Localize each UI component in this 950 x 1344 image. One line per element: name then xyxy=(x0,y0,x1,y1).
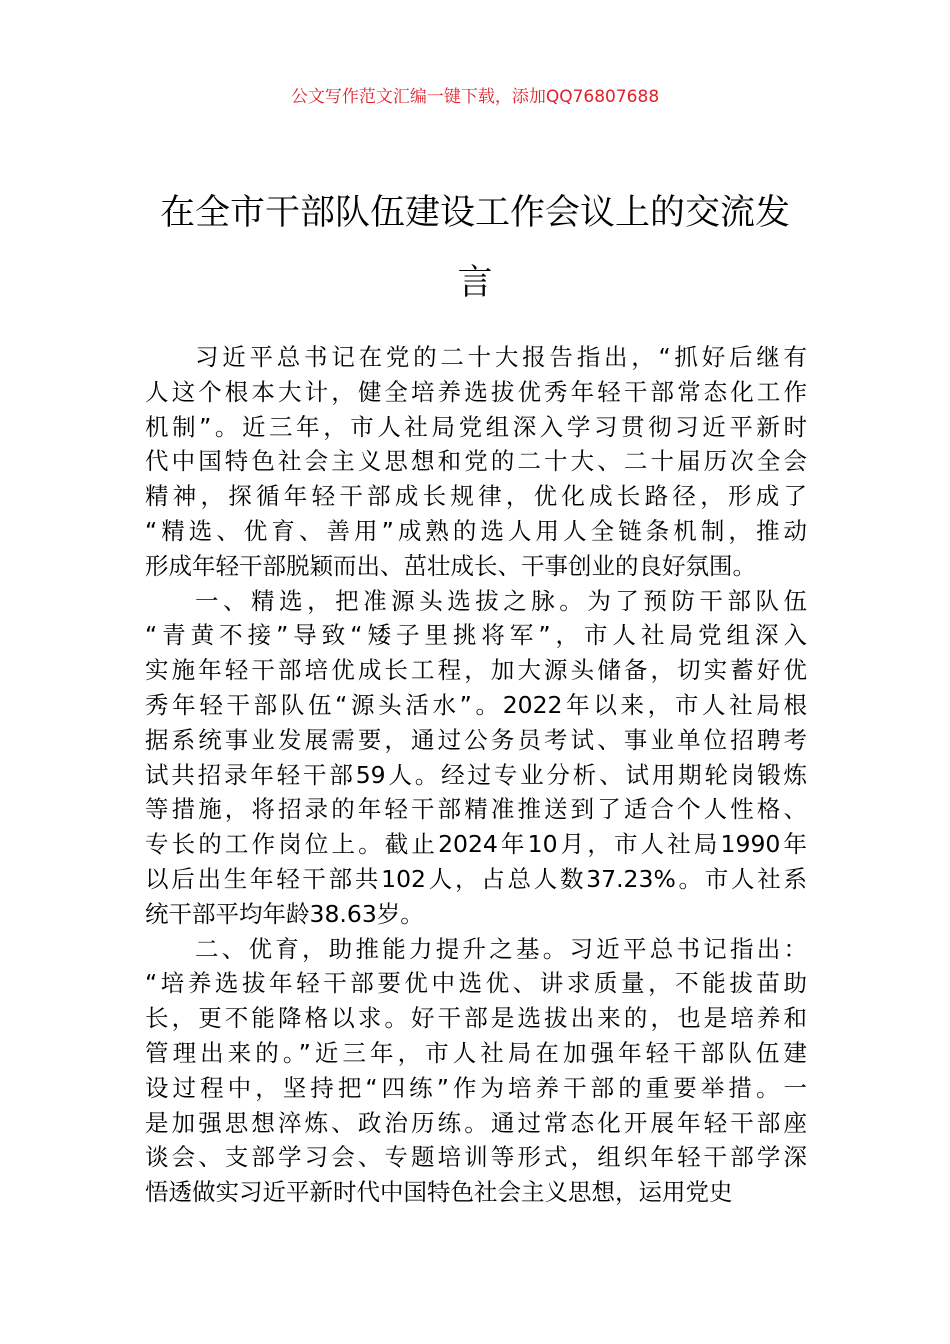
text-line: 秀年轻干部队伍“源头活水”。2022年以来，市人社局根 xyxy=(145,690,807,719)
text-line: 一、精选，把准源头选拔之脉。为了预防干部队伍 xyxy=(195,586,807,615)
text-line: 是加强思想淬炼、政治历练。通过常态化开展年轻干部座 xyxy=(145,1108,807,1137)
text-line: 习近平总书记在党的二十大报告指出，“抓好后继有 xyxy=(195,343,807,371)
text-line: 设过程中，坚持把“四练”作为培养干部的重要举措。一 xyxy=(145,1073,807,1102)
text-line: 统干部平均年龄38.63岁。 xyxy=(145,899,424,928)
text-line: 悟透做实习近平新时代中国特色社会主义思想，运用党史 xyxy=(145,1178,733,1207)
text-line: 管理出来的。”近三年，市人社局在加强年轻干部队伍建 xyxy=(145,1038,807,1067)
text-line: 二、优育，助推能力提升之基。习近平总书记指出： xyxy=(195,934,807,963)
title-line: 言 xyxy=(457,263,493,303)
document-body xyxy=(145,340,807,1210)
download-banner: 公文写作范文汇编一键下载，添加QQ76807688 xyxy=(290,87,660,107)
title-line: 在全市干部队伍建设工作会议上的交流发 xyxy=(159,193,790,233)
text-line: 代中国特色社会主义思想和党的二十大、二十届历次全会 xyxy=(145,447,807,476)
paragraph xyxy=(145,340,807,584)
text-line: 形成年轻干部脱颖而出、茁壮成长、干事创业的良好氛围。 xyxy=(145,551,756,580)
text-line: 人这个根本大计，健全培养选拔优秀年轻干部常态化工作 xyxy=(145,377,807,406)
text-line: 试共招录年轻干部59人。经过专业分析、试用期轮岗锻炼 xyxy=(145,760,807,789)
text-line: 精神，探循年轻干部成长规律，优化成长路径，形成了 xyxy=(145,482,807,511)
text-line: “培养选拔年轻干部要优中选优、讲求质量，不能拔苗助 xyxy=(145,969,807,998)
text-line: 据系统事业发展需要，通过公务员考试、事业单位招聘考 xyxy=(145,725,807,754)
text-line: 实施年轻干部培优成长工程，加大源头储备，切实蓄好优 xyxy=(145,656,807,685)
paragraph xyxy=(145,932,807,1210)
text-line: “青黄不接”导致“矮子里挑将军”，市人社局党组深入 xyxy=(145,621,807,650)
text-line: 机制”。近三年，市人社局党组深入学习贯彻习近平新时 xyxy=(145,412,807,441)
text-line: 专长的工作岗位上。截止2024年10月，市人社局1990年 xyxy=(145,830,807,859)
text-line: “精选、优育、善用”成熟的选人用人全链条机制，推动 xyxy=(145,516,807,545)
document-title xyxy=(145,178,805,318)
text-line: 谈会、支部学习会、专题培训等形式，组织年轻干部学深 xyxy=(145,1143,807,1172)
text-line: 以后出生年轻干部共102人，占总人数37.23%。市人社系 xyxy=(145,864,807,893)
text-line: 长，更不能降格以求。好干部是选拔出来的，也是培养和 xyxy=(145,1004,807,1033)
text-line: 等措施，将招录的年轻干部精准推送到了适合个人性格、 xyxy=(145,795,807,824)
paragraph xyxy=(145,584,807,932)
